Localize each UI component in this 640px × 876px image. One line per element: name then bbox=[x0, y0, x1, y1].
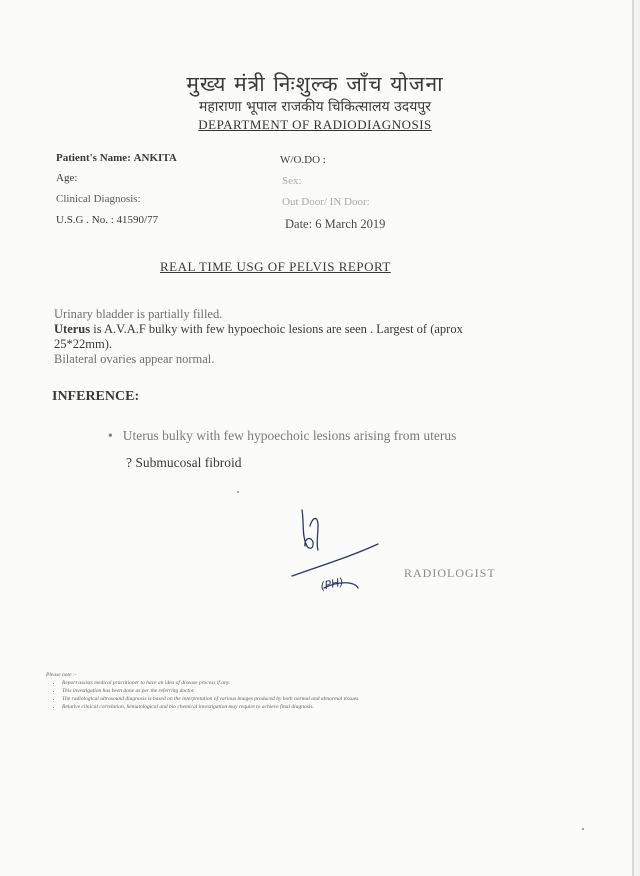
clinical-diagnosis-label: Clinical Diagnosis: bbox=[56, 193, 141, 205]
report-date bbox=[285, 217, 385, 232]
note-item: • The radiological ultrasound diagnosis is based on the interpretation of various images produced by both normal and abnormal tissues. bbox=[62, 696, 506, 702]
finding-uterus bbox=[54, 322, 554, 337]
note-item: • Report assists medical practitioner to have an idea of disease process if any. bbox=[62, 680, 506, 686]
note-item: • This investigation has been done as per the referring doctor. bbox=[62, 688, 506, 694]
scan-speck bbox=[582, 828, 584, 830]
wodo-label: W/O.DO : bbox=[280, 154, 326, 166]
usg-label: U.S.G . No. : bbox=[56, 214, 114, 226]
inference-item-2 bbox=[126, 455, 426, 471]
scan-speck bbox=[237, 491, 239, 493]
inference-label: INFERENCE: bbox=[52, 389, 140, 404]
signature-mark bbox=[280, 500, 390, 595]
patient-name bbox=[56, 152, 177, 164]
finding-ovaries: Bilateral ovaries appear normal. bbox=[54, 352, 215, 366]
scheme-title: मुख्य मंत्री निःशुल्क जाँच योजना bbox=[186, 72, 444, 96]
notes-list bbox=[62, 680, 506, 710]
usg-value: 41590/77 bbox=[116, 214, 159, 226]
disclaimer-notes bbox=[46, 672, 506, 712]
patient-name-value: ANKITA bbox=[133, 152, 177, 164]
inference-bullet: • bbox=[108, 428, 113, 443]
age-label: Age: bbox=[56, 172, 78, 184]
inference-item-1 bbox=[108, 428, 548, 444]
door-label: Out Door/ IN Door: bbox=[282, 196, 370, 208]
hospital-name: महाराणा भूपाल राजकीय चिकित्सालय उदयपुर bbox=[199, 99, 431, 115]
radiologist-label: RADIOLOGIST bbox=[404, 566, 496, 580]
sex-label: Sex: bbox=[282, 175, 302, 187]
date-value: 6 March 2019 bbox=[315, 217, 386, 231]
finding-uterus-bold: Uterus bbox=[54, 322, 91, 336]
finding-size: 25*22mm). bbox=[54, 337, 112, 351]
findings bbox=[54, 307, 554, 367]
finding-bladder: Urinary bladder is partially filled. bbox=[54, 307, 223, 321]
notes-label: Please note :- bbox=[46, 672, 77, 678]
inference-item-2-text: ? Submucosal fibroid bbox=[126, 455, 242, 470]
note-item: • Relative clinical correlation, hematological and bio chemical investigation may require to achieve final diagnosis. bbox=[62, 704, 506, 710]
usg-number bbox=[56, 214, 158, 226]
patient-name-label: Patient's Name: bbox=[56, 152, 131, 164]
date-label: Date: bbox=[285, 217, 313, 231]
finding-uterus-rest: is A.V.A.F bulky with few hypoechoic lesions are seen . Largest of (aprox bbox=[90, 322, 463, 336]
signature-annotation: (PH) bbox=[319, 575, 345, 594]
report-title: REAL TIME USG OF PELVIS REPORT bbox=[160, 259, 391, 274]
inference-item-1-text: Uterus bulky with few hypoechoic lesions arising from uterus bbox=[122, 428, 457, 443]
department-title: DEPARTMENT OF RADIODIAGNOSIS bbox=[198, 117, 432, 132]
